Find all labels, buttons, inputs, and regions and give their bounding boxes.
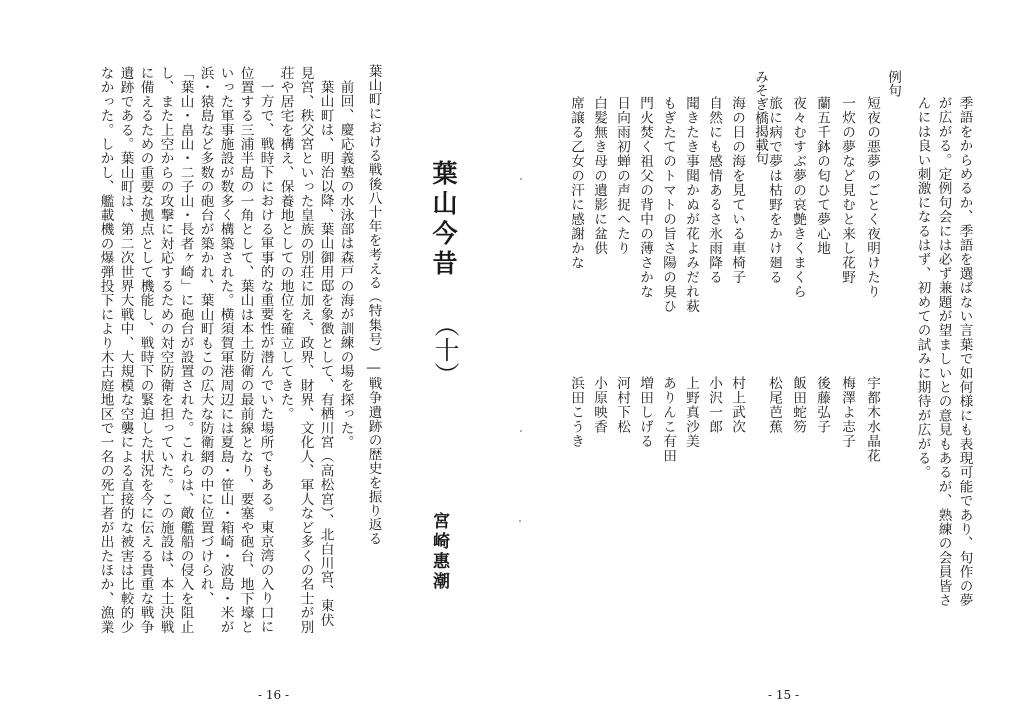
haiku-author: 増田しげる: [637, 376, 653, 449]
haiku-author: 上野真沙美: [683, 376, 699, 449]
article-line: 荘や居宅を構え、保養地としての地位を確立してきた。: [277, 66, 294, 421]
section-heading-misogi: みそぎ橋揭載句: [752, 70, 768, 166]
haiku-author: 小沢一郎: [706, 376, 722, 434]
article-line: 一方で、戦時下における軍事的な重要性が潜んでいた場所でもある。東京湾の入り口に: [257, 80, 274, 634]
haiku-author: ありんこ有田: [660, 376, 676, 463]
right-page: [512, 0, 1024, 724]
haiku-author: 浜田こうき: [568, 376, 584, 449]
article-author: 宮崎惠潮: [429, 512, 449, 592]
haiku-line: 席譲る乙女の汗に感謝かな: [568, 96, 584, 270]
section-heading-reiku: 例句: [885, 70, 901, 98]
haiku-author: 飯田蛇笏: [790, 376, 806, 434]
scan-speck: [520, 178, 522, 180]
article-line: なかった。しかし、艦載機の爆弾投下により木古庭地区で一名の死亡者が出たほか、漁業: [97, 66, 114, 634]
article-line: 「葉山・畠山・二子山・長者ヶ崎」に砲台が設置された。これらは、敵艦船の侵入を阻止: [177, 66, 194, 634]
haiku-line: 聞きたき事聞かぬが花よみだれ萩: [683, 96, 699, 314]
article-line: いった軍事施設が数多く構築された。横須賀軍港周辺には夏島・笹山・箱崎・波島・米が: [217, 66, 234, 634]
haiku-author: 小原映香: [591, 376, 607, 434]
haiku-author: 松尾芭蕉: [766, 376, 782, 434]
haiku-line: 自然にも感情あるさ氷雨降る: [706, 96, 722, 285]
article-part-number: （十）: [431, 312, 460, 387]
scan-speck: [519, 520, 521, 522]
article-line: 遺跡である。葉山町は、第二次世界大戦中、大規模な空襲による直接的な被害は比較的少: [117, 66, 134, 634]
page-number: - 16 -: [258, 688, 290, 702]
article-line: 前回、慶応義塾の水泳部は森戸の海が訓練の場を探った。: [337, 80, 354, 450]
intro-line: が広がる。定例句会には必ず兼題が望ましいとの意見もあるが、熟練の会員皆さ: [935, 96, 952, 608]
haiku-author: 村上武次: [729, 376, 745, 434]
scan-speck: [520, 430, 522, 432]
haiku-line: 夜々むすぶ夢の哀艶きくまくら: [790, 96, 806, 299]
haiku-line: 短夜の悪夢のごとく夜明けたり: [864, 96, 880, 299]
haiku-author: 宇都木水晶花: [864, 376, 880, 463]
article-line: に備えるための重要な拠点として機能し、戦時下の緊迫した状況を今に伝える貴重な戦争: [137, 66, 154, 634]
haiku-line: 門火焚く祖父の背中の薄さかな: [637, 96, 653, 299]
haiku-author: 河村下松: [614, 376, 630, 434]
haiku-author: 梅澤よ志子: [839, 376, 855, 449]
article-line: し、また上空からの攻撃に対応するための対空防衛を担っていた。この施設は、本土決戦: [157, 66, 174, 634]
haiku-line: 日向雨初蝉の声捉へたり: [614, 96, 630, 256]
article-title: 葉山今昔: [429, 160, 458, 280]
article-line: 浜・猿島など多数の砲台が築かれ、葉山町もこの広大な防衛網の中に位置づけられ、: [197, 66, 214, 606]
article-line: 位置する三浦半島の一角として、葉山は本土防衛の最前線となり、要塞や砲台、地下壕と: [237, 66, 254, 634]
article-line: 葉山町は、明治以降、葉山御用邸を象徴として、有栖川宮（高松宮）、北白川宮、東伏: [317, 80, 334, 627]
haiku-line: 蘭五千鉢の匂ひて夢心地: [814, 96, 830, 256]
article-subtitle: 葉山町における戦後八十年を考える（特集号）―戦争遺跡の歴史を振り返る: [365, 64, 382, 546]
haiku-line: 白髪無き母の遺影に盆供: [591, 96, 607, 256]
page-number: - 15 -: [768, 688, 800, 702]
haiku-line: 海の日の海を見ている車椅子: [729, 96, 745, 285]
haiku-line: 旅に病で夢は枯野をかけ廻る: [766, 96, 782, 285]
haiku-line: 一炊の夢など見むと来し花野: [839, 96, 855, 285]
article-line: 見宮、秩父宮といった皇族の別荘に加え、政界、財界、文化人、軍人など多くの名士が別: [297, 66, 314, 634]
intro-line: 季語をからめるか、季語を選ばない言葉で如何様にも表現可能であり、句作の夢: [956, 96, 973, 608]
haiku-author: 後藤弘子: [814, 376, 830, 434]
haiku-line: もぎたてのトマトの旨さ陽の臭ひ: [660, 96, 676, 314]
intro-line: んには良い刺激になるはず、初めての試みに期待が広がる。: [914, 96, 931, 480]
